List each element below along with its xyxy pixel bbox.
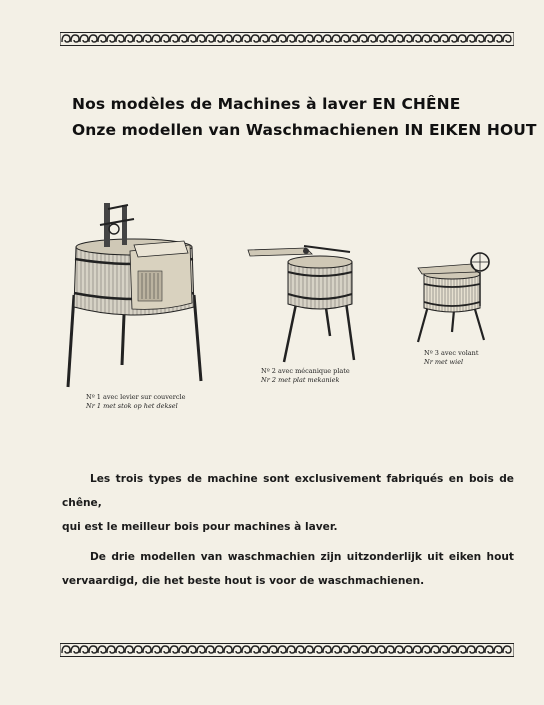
headline-dutch [72,121,537,139]
washing-machine-1-illustration [64,195,204,390]
top-decorative-border [60,32,514,46]
paragraph-french-line-1: Les trois types de machine sont exclusivement fabriqués en bois de chêne, [62,473,514,509]
paragraph-dutch-line-1: De drie modellen van waschmachien zijn uitzonderlijk uit eiken hout [90,551,514,563]
paragraph-dutch-line-2: vervaardigd, die het beste hout is voor de waschmachienen. [62,575,425,587]
washing-machine-2-illustration [246,242,360,364]
caption-machine-1-fr: Nº 1 avec levier sur couvercle [86,393,186,401]
caption-machine-3-nl: Nr met wiel [424,358,464,366]
bottom-decorative-border [60,643,514,657]
caption-machine-3 [424,349,478,367]
headline-dutch-caps: IN EIKEN HOUT [404,121,537,139]
headline-french [72,95,532,113]
caption-machine-2 [261,367,350,385]
paragraph-french [62,467,514,539]
washing-machine-3-illustration [414,244,498,344]
caption-machine-2-nl: Nr 2 met plat mekaniek [261,376,340,384]
caption-machine-1-nl: Nr 1 met stok op het deksel [86,402,178,410]
headline-dutch-text: Onze modellen van Waschmachienen [72,121,405,139]
caption-machine-2-fr: Nº 2 avec mécanique plate [261,367,350,375]
headline-french-caps: EN CHÊNE [372,95,461,113]
paragraph-dutch [62,545,514,593]
paragraph-french-line-2: qui est le meilleur bois pour machines à laver. [62,521,338,533]
caption-machine-3-fr: Nº 3 avec volant [424,349,479,357]
headline-french-text: Nos modèles de Machines à laver [72,95,373,113]
caption-machine-1 [86,393,185,411]
